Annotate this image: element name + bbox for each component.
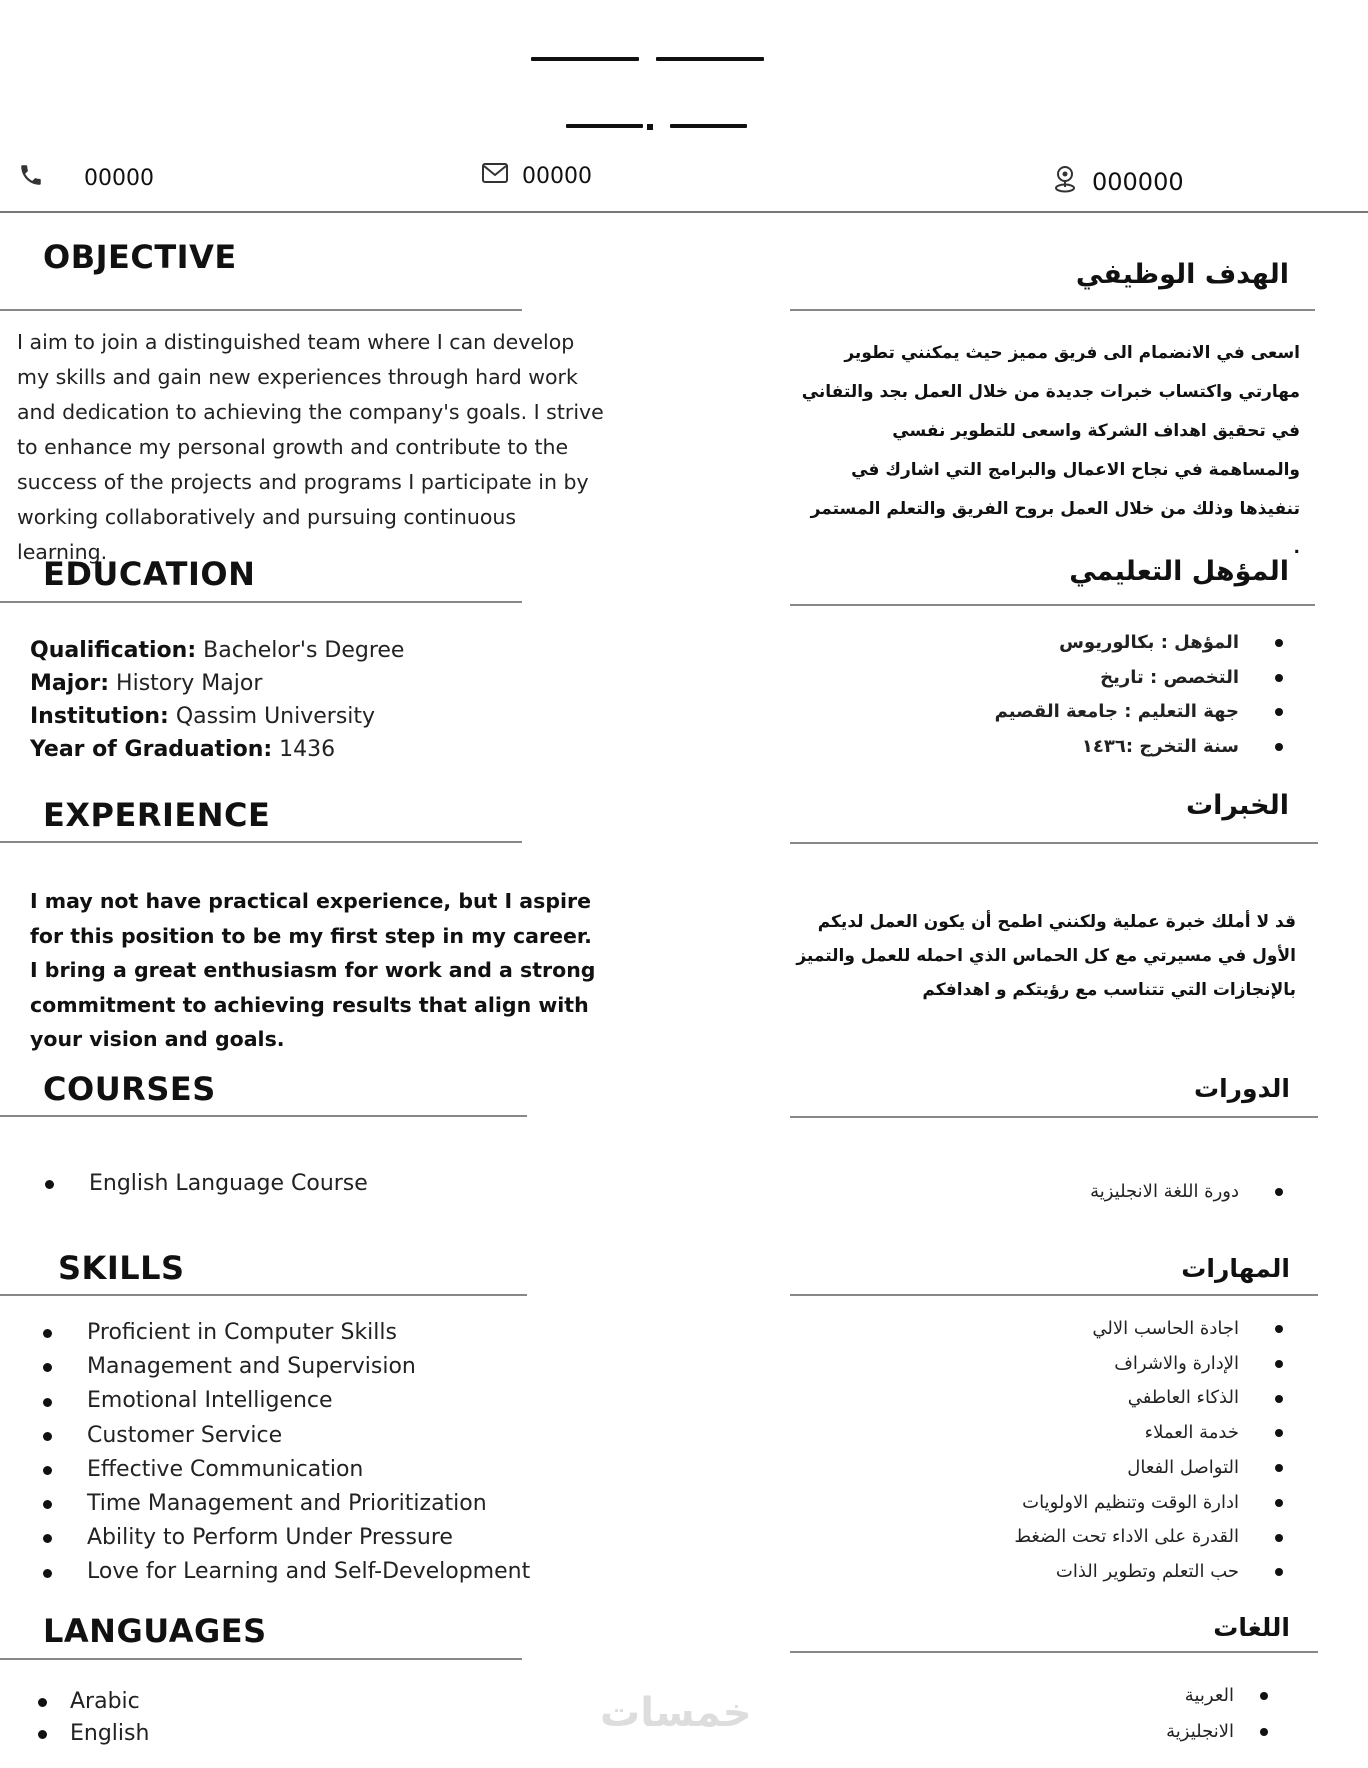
education-heading-ar: المؤهل التعليمي xyxy=(1069,556,1289,587)
email-value: 00000 xyxy=(522,163,592,189)
list-item: خدمة العملاء xyxy=(1014,1416,1283,1451)
location-value: 000000 xyxy=(1092,168,1184,196)
divider xyxy=(0,1294,527,1296)
education-list-ar xyxy=(995,626,1283,764)
location-pin-icon xyxy=(1052,165,1078,199)
list-item: العربية xyxy=(1166,1678,1268,1714)
objective-text-ar: اسعى في الانضمام الى فريق مميز حيث يمكنني تطوير مهارتي واكتساب خبرات جديدة من خلال العمل بجد والتفاني في تحقيق اهداف الشركة واسعى للتطوير نفسي والمساهمة في نجاح الاعمال والبرامج التي اشارك في تنفيذها وذلك من خلال العمل بروح الفريق والتعلم المستمر . xyxy=(801,343,1300,558)
education-details xyxy=(30,634,404,766)
divider xyxy=(0,601,522,603)
languages-heading-ar: اللغات xyxy=(1213,1613,1290,1642)
list-item: حب التعلم وتطوير الذات xyxy=(1014,1555,1283,1590)
email-icon xyxy=(482,162,508,190)
phone-icon xyxy=(18,162,44,194)
list-item: الانجليزية xyxy=(1166,1714,1268,1750)
skills-heading-ar: المهارات xyxy=(1181,1254,1290,1283)
list-item: Time Management and Prioritization xyxy=(43,1487,530,1521)
list-item: Love for Learning and Self-Development xyxy=(43,1555,530,1589)
courses-list xyxy=(45,1169,368,1199)
list-item: English Language Course xyxy=(45,1169,368,1199)
contact-phone xyxy=(18,162,154,194)
objective-text: I aim to join a distinguished team where I can develop my skills and gain new experiences through hard work and dedication to achieving the company's goals. I strive to enhance my personal growth and contribute to the success of the projects and programs I participate in by working collaboratively and pursuing continuous learning. xyxy=(17,330,604,564)
education-item: Qualification: Bachelor's Degree xyxy=(30,638,405,663)
languages-list xyxy=(38,1686,149,1750)
experience-text: I may not have practical experience, but I aspire for this position to be my first step in my career. I bring a great enthusiasm for work and a strong commitment to achieving results that align with your vision and goals. xyxy=(30,889,596,1051)
list-item: Arabic xyxy=(38,1686,149,1718)
list-item: اجادة الحاسب الالي xyxy=(1014,1312,1283,1347)
contact-email xyxy=(482,162,592,190)
education-item: Major: History Major xyxy=(30,671,263,696)
list-item: English xyxy=(38,1718,149,1750)
list-item: Effective Communication xyxy=(43,1453,530,1487)
list-item: Ability to Perform Under Pressure xyxy=(43,1521,530,1555)
skills-heading: SKILLS xyxy=(58,1249,185,1287)
divider xyxy=(0,1115,527,1117)
divider xyxy=(0,841,522,843)
list-item: التخصص : تاريخ xyxy=(995,661,1283,696)
divider xyxy=(790,604,1315,606)
divider xyxy=(0,1658,522,1660)
list-item: الإدارة والاشراف xyxy=(1014,1347,1283,1382)
education-item: Year of Graduation: 1436 xyxy=(30,737,336,762)
list-item: جهة التعليم : جامعة القصيم xyxy=(995,695,1283,730)
divider xyxy=(790,1116,1318,1118)
education-item: Institution: Qassim University xyxy=(30,704,376,729)
skills-list xyxy=(43,1316,530,1590)
list-item: سنة التخرج :١٤٣٦ xyxy=(995,730,1283,765)
divider xyxy=(790,309,1315,311)
list-item: Proficient in Computer Skills xyxy=(43,1316,530,1350)
experience-heading-ar: الخبرات xyxy=(1185,790,1289,821)
watermark-logo: خمسات xyxy=(600,1690,752,1736)
languages-heading: LANGUAGES xyxy=(43,1612,267,1650)
list-item: Management and Supervision xyxy=(43,1350,530,1384)
experience-text-ar: قد لا أملك خبرة عملية ولكنني اطمح أن يكون العمل لديكم الأول في مسيرتي مع كل الحماس الذي احمله للعمل والتميز بالإنجازات التي تتناسب مع رؤيتكم و اهدافكم xyxy=(796,912,1296,1000)
list-item: Emotional Intelligence xyxy=(43,1384,530,1418)
courses-list-ar xyxy=(1090,1176,1283,1208)
list-item: الذكاء العاطفي xyxy=(1014,1381,1283,1416)
courses-heading: COURSES xyxy=(43,1070,216,1108)
contact-location xyxy=(1052,165,1184,199)
divider xyxy=(0,309,522,311)
skills-list-ar xyxy=(1014,1312,1283,1590)
languages-list-ar xyxy=(1166,1678,1268,1750)
list-item: ادارة الوقت وتنظيم الاولويات xyxy=(1014,1486,1283,1521)
courses-heading-ar: الدورات xyxy=(1193,1074,1290,1103)
list-item: التواصل الفعال xyxy=(1014,1451,1283,1486)
objective-heading: OBJECTIVE xyxy=(43,238,237,276)
list-item: Customer Service xyxy=(43,1419,530,1453)
list-item: دورة اللغة الانجليزية xyxy=(1090,1176,1283,1208)
divider xyxy=(790,842,1318,844)
divider xyxy=(790,1651,1318,1653)
education-heading: EDUCATION xyxy=(43,555,256,593)
header-divider xyxy=(0,211,1368,213)
phone-value: 00000 xyxy=(84,165,154,191)
divider xyxy=(790,1294,1318,1296)
list-item: القدرة على الاداء تحت الضغط xyxy=(1014,1520,1283,1555)
objective-heading-ar: الهدف الوظيفي xyxy=(1075,259,1289,290)
list-item: المؤهل : بكالوريوس xyxy=(995,626,1283,661)
experience-heading: EXPERIENCE xyxy=(43,796,271,834)
